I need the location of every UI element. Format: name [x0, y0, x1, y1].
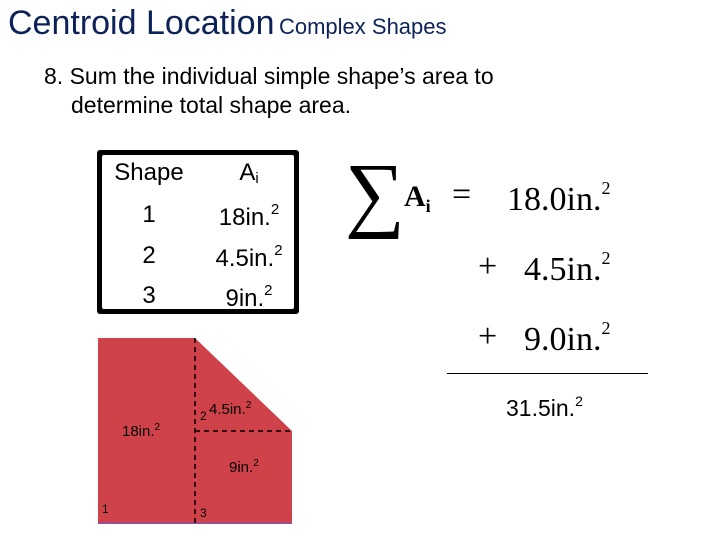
shape-number-1: 1	[102, 502, 109, 516]
row-area-2-exp: 2	[274, 242, 283, 259]
composite-shape-figure	[98, 338, 292, 524]
row-area-2	[200, 242, 298, 273]
area-symbol-subscript: i	[425, 196, 431, 216]
header-area	[204, 159, 294, 187]
shape-1-area-label	[122, 422, 160, 440]
area-table	[97, 150, 299, 314]
row-area-1-value: 18in.	[218, 204, 271, 231]
shape-3-area-exp: 2	[253, 458, 259, 469]
slide-title	[8, 4, 447, 43]
summation-sign: ∑	[345, 147, 405, 240]
total-area-exp: 2	[575, 393, 583, 409]
sum-term-3-exp: 2	[601, 318, 611, 338]
header-shape: Shape	[114, 159, 184, 186]
shape-3-area-value: 9in.	[229, 459, 254, 476]
equals-sign: =	[452, 176, 472, 213]
shape-2-area-exp: 2	[245, 400, 252, 411]
row-area-1-exp: 2	[270, 201, 280, 218]
shape-2-area-label	[209, 400, 251, 418]
sum-term-3-value: 9.0in.	[524, 321, 602, 358]
sum-term-1-exp: 2	[601, 178, 611, 198]
row-area-1	[200, 201, 298, 232]
sum-term-3	[524, 318, 610, 359]
row-shape-1: 1	[142, 201, 156, 228]
sum-term-2	[524, 248, 610, 289]
total-area	[506, 393, 583, 422]
sum-term-1	[507, 178, 610, 219]
title-main: Centroid Location	[8, 4, 275, 42]
sum-term-2-value: 4.5in.	[524, 251, 602, 288]
shape-1-area-exp: 2	[154, 422, 161, 433]
step-text	[44, 62, 644, 120]
row-area-3-value: 9in.	[225, 285, 265, 312]
sum-divider	[447, 373, 648, 374]
area-symbol-letter: A	[404, 180, 426, 213]
area-symbol	[404, 180, 431, 217]
row-area-3-exp: 2	[264, 282, 273, 299]
plus-sign-2: +	[478, 318, 498, 355]
header-area-subscript: i	[255, 170, 259, 187]
total-area-value: 31.5in.	[506, 395, 576, 421]
sum-term-2-exp: 2	[601, 248, 611, 268]
row-area-3	[200, 282, 298, 313]
step-line-2: determine total shape area.	[71, 92, 352, 118]
row-shape-3: 3	[142, 282, 156, 309]
shape-number-3: 3	[200, 506, 207, 520]
header-area-symbol: A	[239, 159, 256, 186]
shape-3-area-label	[229, 458, 259, 476]
shape-number-2: 2	[200, 409, 207, 423]
sum-term-1-value: 18.0in.	[507, 181, 602, 218]
title-sub: Complex Shapes	[278, 14, 447, 39]
row-area-2-value: 4.5in.	[215, 245, 275, 272]
shape-1-area-value: 18in.	[122, 423, 155, 440]
area-table-body	[102, 155, 294, 312]
step-line-1: 8. Sum the individual simple shape’s area to	[44, 63, 494, 89]
shape-2-area-value: 4.5in.	[209, 401, 246, 418]
plus-sign-1: +	[478, 248, 498, 285]
row-shape-2: 2	[142, 242, 156, 269]
